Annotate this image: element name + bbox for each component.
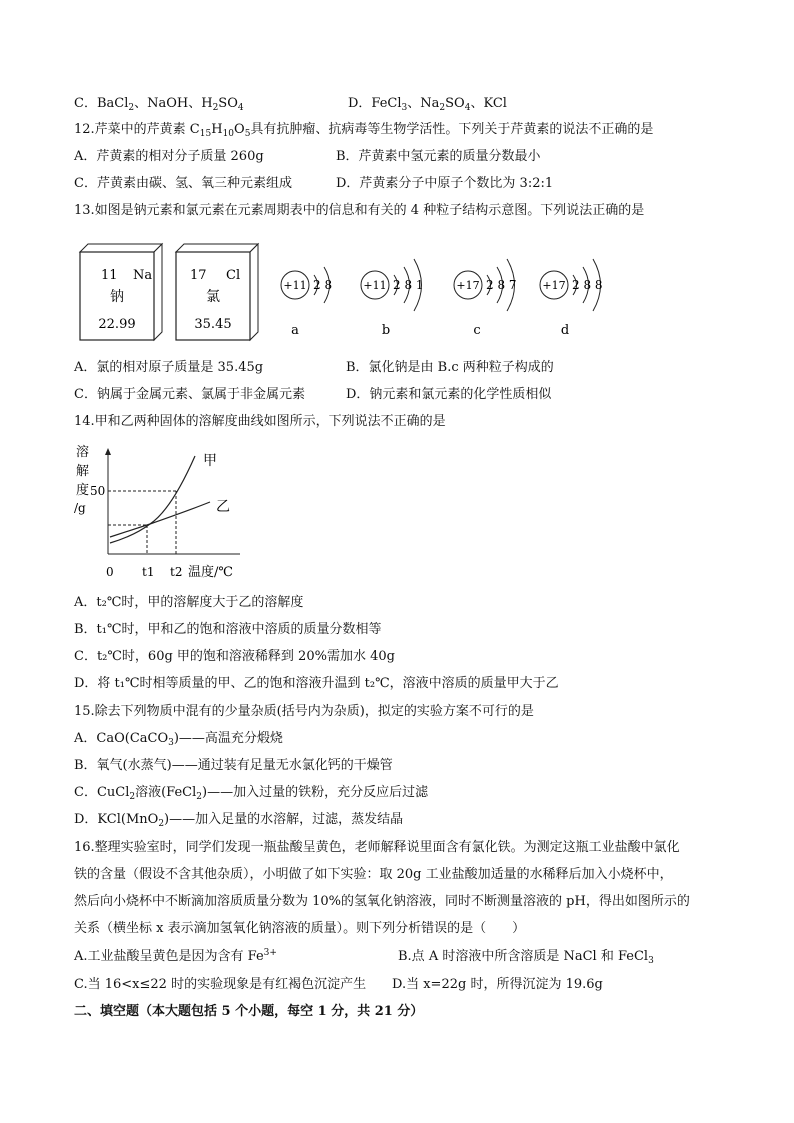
q12-option-b: B．芹黄素中氢元素的质量分数最小 (336, 149, 541, 164)
particle-d-label: d (560, 323, 570, 338)
q15-option-c: C．CuCl$_2$溶液(FeCl$_2$)——加入过量的铁粉，充分反应后过滤 (74, 785, 429, 802)
x-tick-t2: t2 (170, 565, 183, 579)
cl-mass: 35.45 (194, 317, 232, 332)
q16-stem-line-2: 铁的含量（假设不含其他杂质），小明做了如下实验：取 20g 工业盐酸加适量的水稀释后加入小烧杯中， (74, 867, 673, 882)
y-label-4: /g (74, 501, 86, 515)
na-mass: 22.99 (98, 317, 136, 332)
particle-a-diagram (281, 267, 332, 338)
y-label-2: 解 (76, 464, 90, 479)
x-tick-t1: t1 (142, 565, 155, 579)
particle-d-diagram (540, 259, 603, 338)
q14-option-b: B．t₁℃时，甲和乙的饱和溶液中溶质的质量分数相等 (74, 622, 382, 637)
q13-option-b: B．氯化钠是由 B.c 两种粒子构成的 (346, 360, 554, 375)
q13-option-a: A．氯的相对原子质量是 35.45g (74, 360, 264, 375)
q15-stem: 15.除去下列物质中混有的少量杂质(括号内为杂质)，拟定的实验方案不可行的是 (74, 704, 534, 719)
series-label-jia: 甲 (203, 453, 217, 469)
na-symbol: Na (133, 268, 153, 283)
section-2-heading: 二、填空题（本大题包括 5 个小题，每空 1 分，共 21 分） (74, 1004, 424, 1019)
particle-b-diagram (361, 259, 424, 338)
q14-option-d: D．将 t₁℃时相等质量的甲、乙的饱和溶液升温到 t₂℃，溶液中溶质的质量甲大于乙 (74, 676, 559, 691)
cl-name: 氯 (206, 289, 220, 305)
y-label-1: 溶 (76, 445, 90, 460)
y-label-3: 度 (76, 483, 90, 498)
na-name: 钠 (110, 289, 124, 305)
q15-option-b: B．氧气(水蒸气)——通过装有足量无水氯化钙的干燥管 (74, 758, 393, 773)
particle-c-label: c (473, 323, 481, 338)
origin-label: 0 (106, 565, 114, 579)
q14-solubility-chart (70, 440, 250, 586)
q11-option-d: D．FeCl$_3$、$Na_2SO_4$、KCl (348, 96, 507, 113)
q12-option-a: A．芹黄素的相对分子质量 260g (74, 149, 264, 164)
q13-stem: 13.如图是钠元素和氯元素在元素周期表中的信息和有关的 4 种粒子结构示意图。下列说法正确的是 (74, 203, 645, 218)
na-atomic-number: 11 (101, 268, 118, 283)
series-label-yi: 乙 (216, 499, 230, 515)
particle-c-diagram (454, 259, 517, 338)
q12-option-c: C．芹黄素由碳、氢、氧三种元素组成 (74, 176, 292, 191)
q14-option-a: A．t₂℃时，甲的溶解度大于乙的溶解度 (74, 595, 304, 610)
q14-stem: 14.甲和乙两种固体的溶解度曲线如图所示，下列说法不正确的是 (74, 414, 446, 429)
svg-text:+11: +11 (363, 279, 387, 292)
q13-option-c: C．钠属于金属元素、氯属于非金属元素 (74, 387, 305, 402)
q13-figure (76, 236, 636, 348)
q16-stem-line-3: 然后向小烧杯中不断滴加溶质质量分数为 10%的氢氧化钠溶液，同时不断测量溶液的 pH，得出如图所示的 (74, 894, 690, 909)
chlorine-element-card (176, 244, 258, 340)
q15-option-d: D．KCl(MnO$_2$)——加入足量的水溶解，过滤，蒸发结晶 (74, 812, 404, 829)
q16-stem-line-4: 关系（横坐标 x 表示滴加氢氧化钠溶液的质量）。则下列分析错误的是（ ） (74, 921, 526, 936)
particle-b-label: b (381, 323, 391, 338)
q11-option-c: C．BaCl$_2$、NaOH、$H_2SO_4$ (74, 96, 244, 113)
particle-a-label: a (291, 323, 299, 338)
curve-yi (110, 502, 210, 537)
svg-text:+11: +11 (283, 279, 307, 292)
cl-symbol: Cl (226, 268, 241, 283)
sodium-element-card (80, 244, 162, 340)
svg-text:2 8 7: 2 8 7 (486, 278, 517, 292)
cl-atomic-number: 17 (190, 268, 207, 283)
q16-stem-line-1: 16.整理实验室时，同学们发现一瓶盐酸呈黄色，老师解释说里面含有氯化铁。为测定这瓶工业盐酸中氯化 (74, 840, 680, 855)
svg-text:2 8 8: 2 8 8 (572, 278, 603, 292)
curve-jia (110, 456, 195, 543)
svg-text:2 8: 2 8 (313, 278, 333, 292)
q15-option-a: A．CaO(CaCO$_3$)——高温充分煅烧 (74, 731, 283, 748)
q12-stem: 12.芹菜中的芹黄素 $C_{15}H_{10}O_5$具有抗肿瘤、抗病毒等生物学活性。下列关于芹黄素的说法不正确的是 (74, 122, 654, 139)
svg-text:+17: +17 (456, 279, 480, 292)
q16-option-b: B.点 A 时溶液中所含溶质是 NaCl 和 FeCl$_3$ (398, 949, 654, 966)
y-tick-50: 50 (90, 484, 106, 498)
q16-option-d: D.当 x=22g 时，所得沉淀为 19.6g (392, 977, 603, 992)
q14-option-c: C．t₂℃时，60g 甲的饱和溶液稀释到 20%需加水 40g (74, 649, 395, 664)
svg-text:2 8 1: 2 8 1 (393, 278, 424, 292)
svg-text:+17: +17 (542, 279, 566, 292)
q13-option-d: D．钠元素和氯元素的化学性质相似 (346, 387, 552, 402)
q12-option-d: D．芹黄素分子中原子个数比为 3:2:1 (336, 176, 554, 191)
x-axis-label: 温度/℃ (188, 565, 233, 580)
q16-option-a: A.工业盐酸呈黄色是因为含有 $Fe^{3+}$ (74, 948, 277, 964)
q16-option-c: C.当 16<x≤22 时的实验现象是有红褐色沉淀产生 (74, 977, 367, 992)
